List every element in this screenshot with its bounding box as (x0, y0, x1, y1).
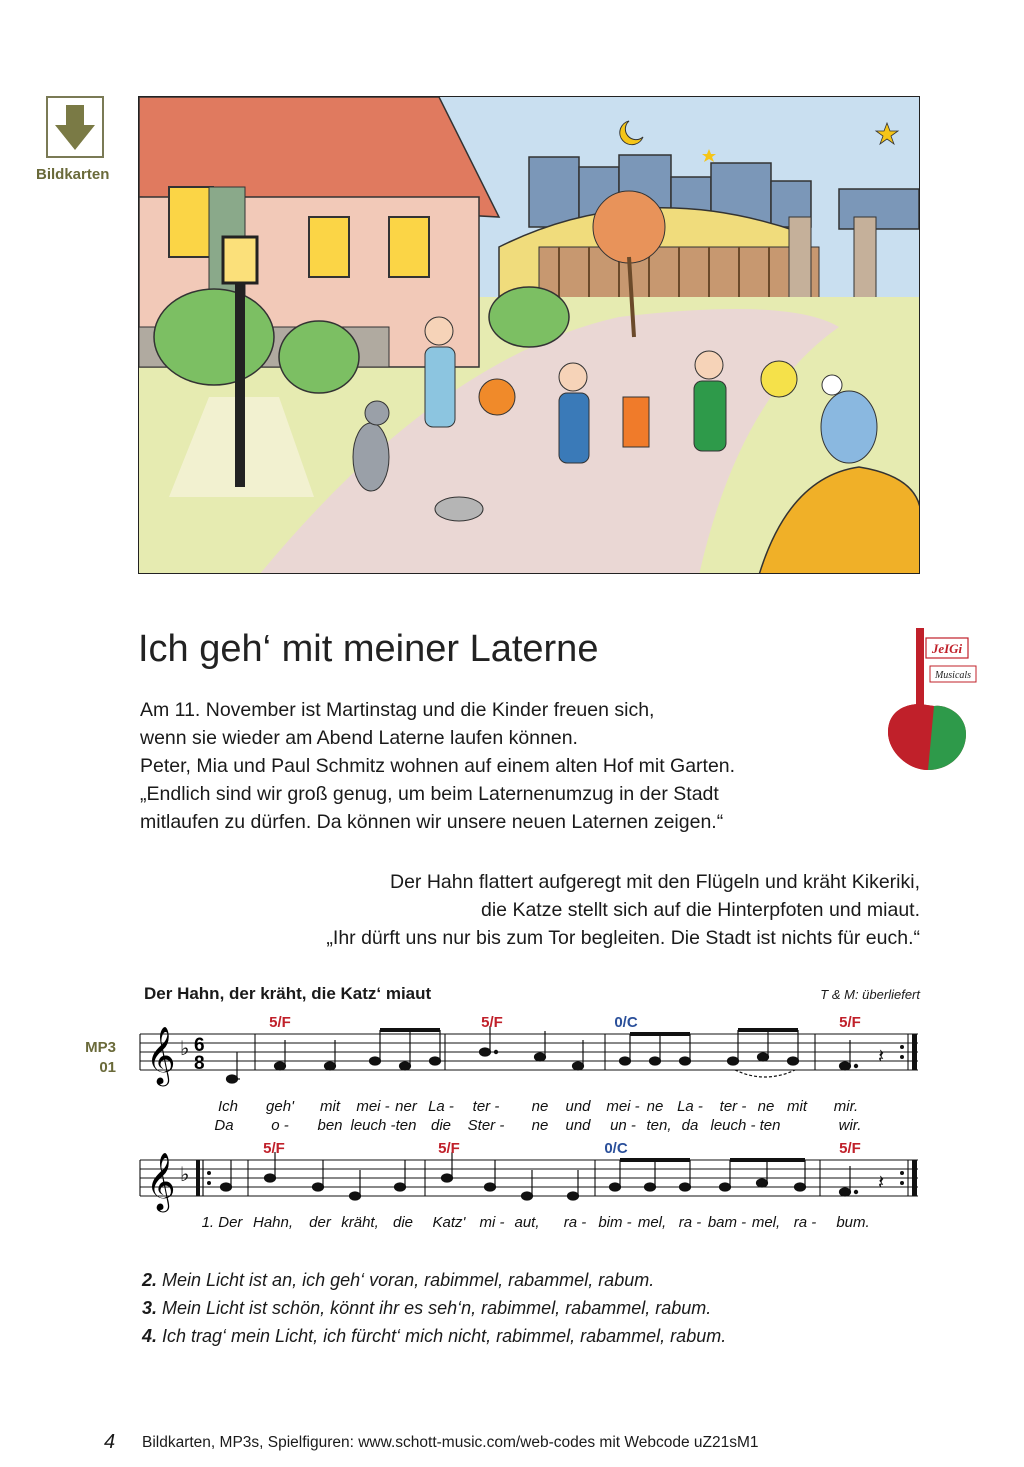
intro2-line: die Katze stellt sich auf die Hinterpfoten und miaut. (481, 899, 920, 921)
chord-label: 5/F (269, 1014, 291, 1031)
lyric-syllable: La - (677, 1098, 703, 1115)
verse-line (142, 1266, 726, 1294)
intro-line: mitlaufen zu dürfen. Da können wir unsere neuen Laternen zeigen.“ (140, 811, 724, 833)
lyric-syllable: ne (646, 1098, 664, 1115)
verse-line (142, 1322, 726, 1350)
intro-line: „Endlich sind wir groß genug, um beim Laternenumzug in der Stadt (140, 783, 719, 805)
lyric-syllable: mel, (637, 1214, 667, 1231)
mp3-text: MP3 (85, 1039, 116, 1056)
lyric-syllable: ne (531, 1117, 549, 1134)
lyric-syllable: ten (759, 1117, 781, 1134)
lyric-syllable: mir. (833, 1098, 859, 1115)
lyric-syllable: und (565, 1117, 591, 1134)
lyric-syllable: kräht, (341, 1214, 379, 1231)
verses (142, 1266, 726, 1350)
time-sig-top: 6 (194, 1035, 205, 1056)
lyric-syllable: mei - (356, 1098, 390, 1115)
svg-text:♭: ♭ (180, 1164, 190, 1186)
bildkarten-label: Bildkarten (36, 166, 110, 183)
lyric-syllable: ben (317, 1117, 343, 1134)
chord-label: 0/C (614, 1014, 638, 1031)
chord-label: 5/F (263, 1140, 285, 1157)
lyric-syllable: Ster - (467, 1117, 505, 1134)
time-sig-bottom: 8 (194, 1053, 205, 1074)
logo-line2: Musicals (934, 670, 972, 681)
svg-text:𝄽: 𝄽 (878, 1046, 885, 1068)
verse-number: 4. (142, 1326, 158, 1346)
lyric-syllable: ra - (563, 1214, 587, 1231)
lyric-syllable: mel, (751, 1214, 781, 1231)
lyric-syllable: ner (395, 1098, 417, 1115)
intro-line: wenn sie wieder am Abend Laterne laufen können. (140, 727, 578, 749)
lyric-syllable: bam - (707, 1214, 747, 1231)
lyric-syllable: und (565, 1098, 591, 1115)
chord-label: 5/F (481, 1014, 503, 1031)
lyric-syllable: aut, (514, 1214, 540, 1231)
lyric-syllable: die (430, 1117, 452, 1134)
treble-clef-icon: 𝄞 (146, 1152, 176, 1210)
lyric-syllable: mit (787, 1098, 807, 1115)
lyric-syllable: ra - (678, 1214, 702, 1231)
verse-number: 3. (142, 1298, 158, 1318)
mp3-track: 01 (99, 1059, 116, 1076)
treble-clef-icon: 𝄞 (146, 1026, 176, 1084)
lyric-syllable: ne (531, 1098, 549, 1115)
lyric-syllable: Da (214, 1117, 234, 1134)
lyric-syllable: Hahn, (252, 1214, 294, 1231)
lyric-syllable: geh' (266, 1098, 294, 1115)
lyric-syllable: bim - (598, 1214, 632, 1231)
lyric-syllable: 1. Der (201, 1214, 243, 1231)
lyric-syllable: ter - (719, 1098, 747, 1115)
lyric-syllable: ten (395, 1117, 417, 1134)
lyric-syllable: ra - (793, 1214, 817, 1231)
footer-webcode: Bildkarten, MP3s, Spielfiguren: www.schott-music.com/web-codes mit Webcode uZ21sM1 (142, 1434, 759, 1451)
intro2-line: Der Hahn flattert aufgeregt mit den Flügeln und kräht Kikeriki, (389, 871, 920, 893)
lyric-syllable: o - (271, 1117, 289, 1134)
lyric-syllable: mit (320, 1098, 340, 1115)
lyric-syllable: Ich (217, 1098, 239, 1115)
lyric-syllable: La - (428, 1098, 454, 1115)
lyric-syllable: un - (610, 1117, 636, 1134)
intro2-line: „Ihr dürft uns nur bis zum Tor begleiten. Die Stadt ist nichts für euch.“ (326, 927, 920, 949)
lyric-syllable: der (309, 1214, 331, 1231)
lyric-syllable: ten, (646, 1117, 672, 1134)
svg-text:♭: ♭ (180, 1038, 190, 1060)
verse-number: 2. (142, 1270, 158, 1290)
chord-label: 5/F (839, 1140, 861, 1157)
logo-line1: JeIGi (931, 641, 963, 656)
staff-1 (140, 1034, 918, 1070)
intro-line: Am 11. November ist Martinstag und die Kinder freuen sich, (140, 699, 655, 721)
lyric-syllable: ne (757, 1098, 775, 1115)
verse-text: Mein Licht ist schön, könnt ihr es seh‘n, rabimmel, rabammel, rabum. (157, 1298, 712, 1318)
verse-text: Ich trag‘ mein Licht, ich fürcht‘ mich nicht, rabimmel, rabammel, rabum. (157, 1326, 727, 1346)
lyric-syllable: mei - (606, 1098, 640, 1115)
page-title: Ich geh‘ mit meiner Laterne (138, 628, 599, 670)
lyric-syllable: die (392, 1214, 414, 1231)
lyric-syllable: bum. (836, 1214, 870, 1231)
song-credits: T & M: überliefert (820, 987, 920, 1002)
chord-label: 5/F (438, 1140, 460, 1157)
lyric-syllable: da (681, 1117, 699, 1134)
chord-label: 0/C (604, 1140, 628, 1157)
lyric-syllable: leuch - (710, 1117, 756, 1134)
lyric-syllable: leuch - (350, 1117, 396, 1134)
lyric-syllable: ter - (472, 1098, 500, 1115)
song-title: Der Hahn, der kräht, die Katz‘ miaut (144, 984, 432, 1003)
verse-text: Mein Licht ist an, ich geh‘ voran, rabimmel, rabammel, rabum. (157, 1270, 655, 1290)
chord-label: 5/F (839, 1014, 861, 1031)
svg-text:𝄽: 𝄽 (878, 1172, 885, 1194)
lyric-syllable: Katz' (432, 1214, 466, 1231)
page-number: 4 (104, 1431, 116, 1453)
verse-line (142, 1294, 726, 1322)
lyric-syllable: wir. (838, 1117, 862, 1134)
intro-line: Peter, Mia und Paul Schmitz wohnen auf einem alten Hof mit Garten. (140, 755, 736, 777)
lyric-syllable: mi - (479, 1214, 505, 1231)
